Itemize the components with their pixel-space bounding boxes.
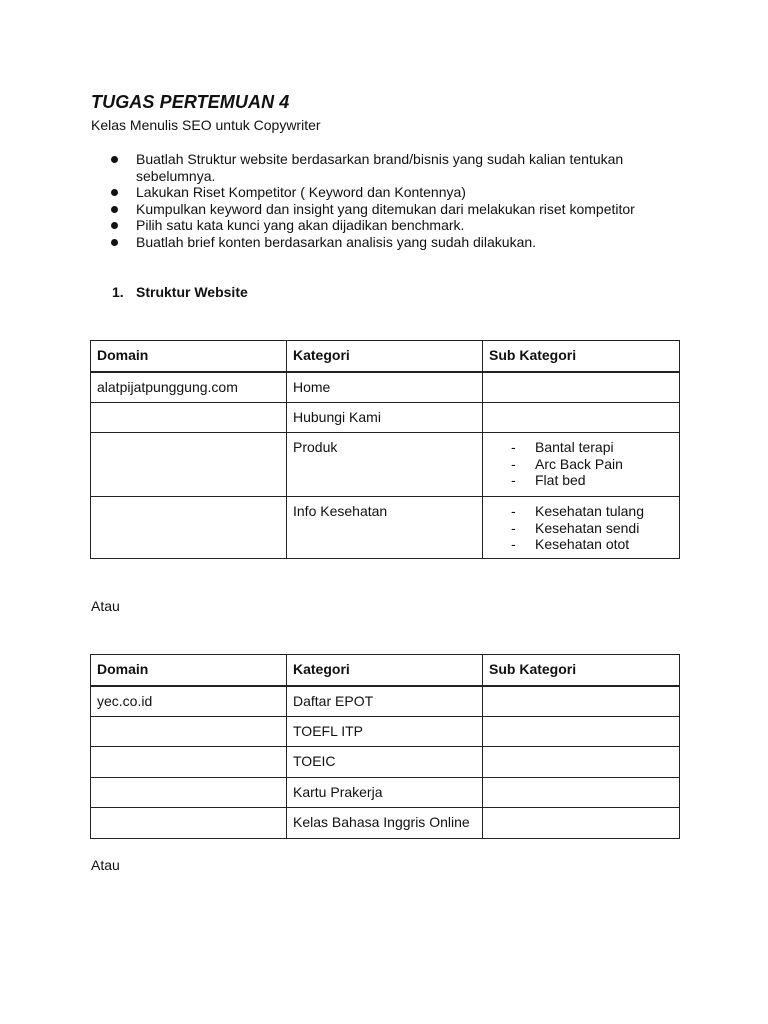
table-row [91,808,680,839]
table-header-row [91,341,680,372]
cell-sub-kategori [483,372,680,403]
structure-table-2 [90,654,680,839]
header-domain: Domain [91,341,287,372]
table-row [91,717,680,747]
table-header-row [91,655,680,686]
dash-marker: - [511,519,516,536]
table-row [91,497,680,559]
task-bullet-list [91,151,651,250]
header-sub-kategori: Sub Kategori [483,655,680,686]
cell-sub-kategori [483,778,680,808]
list-item: - Flat bed [511,472,586,488]
cell-sub-kategori [483,747,680,778]
header-kategori: Kategori [287,341,483,372]
cell-sub-kategori [483,433,680,497]
table-row [91,403,680,433]
cell-sub-kategori [483,403,680,433]
cell-kategori: Daftar EPOT [287,686,483,717]
atau-separator-2: Atau [91,857,120,873]
cell-domain [91,717,287,747]
bullet-icon [111,239,118,246]
cell-domain [91,747,287,778]
bullet-icon [111,156,118,163]
table-row [91,372,680,403]
cell-sub-kategori [483,497,680,559]
bullet-icon [111,222,118,229]
cell-kategori: Hubungi Kami [287,403,483,433]
cell-kategori: Kelas Bahasa Inggris Online [287,808,483,839]
bullet-icon [111,206,118,213]
list-item: Lakukan Riset Kompetitor ( Keyword dan Kontennya) [91,184,651,201]
cell-domain [91,403,287,433]
dash-marker: - [511,455,516,472]
cell-domain [91,808,287,839]
cell-kategori: Kartu Prakerja [287,778,483,808]
list-item: - Kesehatan sendi [511,519,640,536]
list-item: - Kesehatan tulang [511,503,644,519]
header-domain: Domain [91,655,287,686]
cell-domain [91,497,287,559]
atau-separator-1: Atau [91,598,120,614]
cell-sub-kategori [483,717,680,747]
bullet-icon [111,189,118,196]
cell-kategori: TOEIC [287,747,483,778]
section-number: 1. [112,284,124,300]
structure-table-1 [90,340,680,559]
list-item: - Arc Back Pain [511,455,623,472]
dash-marker: - [511,503,516,519]
dash-marker: - [511,472,516,488]
cell-domain [91,778,287,808]
cell-domain: yec.co.id [91,686,287,717]
cell-kategori: TOEFL ITP [287,717,483,747]
list-item: Buatlah Struktur website berdasarkan brand/bisnis yang sudah kalian tentukan sebelumnya. [91,151,651,184]
sub-kategori-list [489,439,673,489]
cell-sub-kategori [483,686,680,717]
cell-domain: alatpijatpunggung.com [91,372,287,403]
table-row [91,747,680,778]
dash-marker: - [511,536,516,552]
section-title: Struktur Website [136,284,248,300]
table-row [91,778,680,808]
cell-kategori: Info Kesehatan [287,497,483,559]
dash-marker: - [511,439,516,455]
cell-kategori: Home [287,372,483,403]
cell-domain [91,433,287,497]
table-row [91,433,680,497]
header-kategori: Kategori [287,655,483,686]
section-heading [112,284,248,300]
header-sub-kategori: Sub Kategori [483,341,680,372]
list-item: Buatlah brief konten berdasarkan analisis yang sudah dilakukan. [91,234,651,251]
page-title: TUGAS PERTEMUAN 4 [91,92,290,112]
table-row [91,686,680,717]
page-subtitle: Kelas Menulis SEO untuk Copywriter [91,117,321,133]
list-item: Kumpulkan keyword dan insight yang ditemukan dari melakukan riset kompetitor [91,201,651,218]
sub-kategori-list [489,503,673,553]
list-item: - Bantal terapi [511,439,614,455]
cell-sub-kategori [483,808,680,839]
cell-kategori: Produk [287,433,483,497]
list-item: - Kesehatan otot [511,536,630,552]
list-item: Pilih satu kata kunci yang akan dijadikan benchmark. [91,217,651,234]
